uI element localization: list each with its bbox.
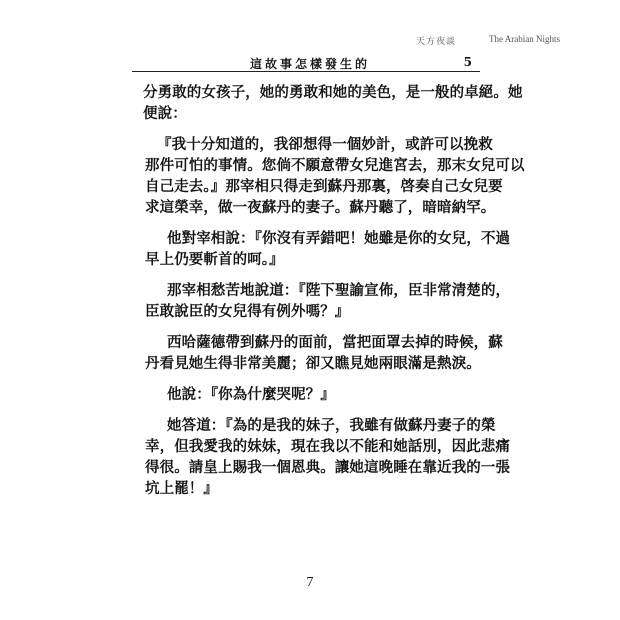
running-head-title-en: The Arabian Nights (489, 34, 560, 44)
body-line: 他說：『你為什麼哭呢？』 (167, 386, 335, 403)
body-line: 自己走去。』那宰相只得走到蘇丹那裏，啓奏自己女兒要 (145, 178, 503, 195)
body-line: 那宰相愁苦地說道：『陛下聖諭宣佈，臣非常清楚的， (167, 282, 511, 299)
body-line: 分勇敢的女孩子，她的勇敢和她的美色，是一般的卓絕。她 (143, 84, 523, 101)
body-line: 那件可怕的事情。您倘不願意帶女兒進宮去，那末女兒可以 (145, 157, 525, 174)
body-line: 西哈薩德帶到蘇丹的面前，當把面罩去掉的時候，蘇 (167, 334, 503, 351)
chapter-title: 這故事怎樣發生的 (250, 57, 371, 71)
body-line: 丹看見她生得非常美麗；卻又瞧見她兩眼滿是熱淚。 (145, 355, 481, 372)
body-line: 便說： (143, 105, 187, 122)
body-line: 早上仍要斬首的呵。』 (145, 251, 284, 268)
body-line: 他對宰相說：『你沒有弄錯吧！她雖是你的女兒，不過 (167, 230, 511, 247)
body-line: 求這榮幸，做一夜蘇丹的妻子。蘇丹聽了，暗暗納罕。 (145, 199, 496, 216)
running-head-title: 天方夜談 (415, 37, 456, 47)
body-line: 坑上罷！』 (145, 480, 218, 497)
page-number-top: 5 (463, 55, 472, 69)
body-line: 臣敢說臣的女兒得有例外嗎？』 (145, 303, 350, 320)
body-line: 得很。請皇上賜我一個恩典。讓她這晚睡在靠近我的一張 (145, 459, 510, 476)
body-line: 幸，但我愛我的妹妹，現在我以不能和她話別，因此悲痛 (145, 438, 510, 455)
page-number-footer: 7 (306, 575, 314, 590)
body-line: 『我十分知道的，我卻想得一個妙計，或許可以挽救 (157, 136, 493, 153)
header-rule (132, 71, 480, 72)
body-line: 她答道：『為的是我的妹子，我雖有做蘇丹妻子的榮 (167, 417, 496, 434)
